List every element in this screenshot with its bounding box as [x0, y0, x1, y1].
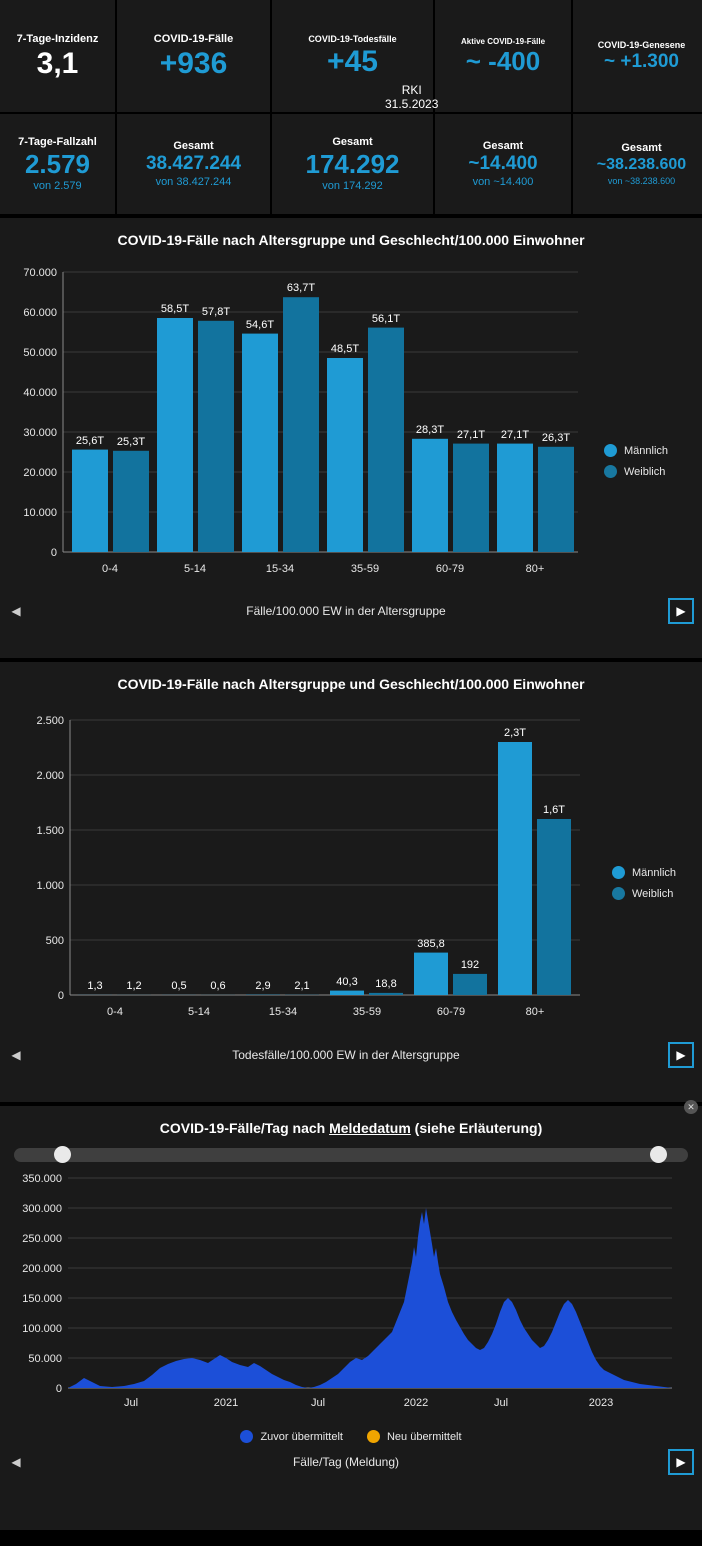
title-link-meldedatum[interactable]: Meldedatum [329, 1120, 411, 1136]
stat-value: ~ +1.300 [603, 51, 680, 73]
svg-text:2,1: 2,1 [294, 980, 310, 992]
legend-dot-icon [612, 887, 625, 900]
legend-item-neu-uebermittelt[interactable] [367, 1430, 462, 1443]
source-label: RKI [401, 83, 422, 97]
slider-handle-left[interactable] [54, 1146, 71, 1163]
y-tick-labels [22, 1173, 62, 1395]
svg-text:15-34: 15-34 [268, 1006, 298, 1018]
panel-title: COVID-19-Fälle nach Altersgruppe und Geschlecht/100.000 Einwohner [117, 676, 585, 692]
stat-label: Gesamt [332, 136, 373, 149]
bar-chart-deaths [0, 698, 702, 1038]
stat-value: 2.579 [24, 148, 91, 179]
svg-text:25,6T: 25,6T [75, 435, 105, 447]
svg-text:100.000: 100.000 [22, 1323, 62, 1335]
legend-dot-icon [367, 1430, 380, 1443]
svg-text:200.000: 200.000 [22, 1263, 62, 1275]
svg-text:0: 0 [57, 990, 64, 1002]
stat-value: ~14.400 [468, 153, 538, 175]
next-button[interactable]: ▶ [668, 598, 694, 624]
stat-card-gesamt-genesene[interactable] [573, 114, 702, 214]
stat-card-genesene[interactable] [573, 0, 702, 112]
stat-label: Gesamt [482, 139, 524, 152]
stat-value: 3,1 [36, 46, 79, 80]
stat-label: Aktive COVID-19-Fälle [460, 36, 546, 46]
svg-text:Jul: Jul [123, 1397, 139, 1409]
legend-dot-icon [604, 444, 617, 457]
stat-sub: von ~38.238.600 [607, 175, 676, 186]
svg-text:60-79: 60-79 [436, 1006, 466, 1018]
legend-item-weiblich[interactable] [612, 887, 676, 900]
panel-footer [0, 594, 702, 632]
svg-text:2.500: 2.500 [36, 715, 64, 727]
stat-card-inzidenz[interactable] [0, 0, 115, 112]
bars [72, 297, 574, 552]
stat-value: ~ -400 [465, 45, 541, 76]
svg-text:27,1T: 27,1T [500, 429, 530, 441]
svg-text:1.000: 1.000 [36, 880, 64, 892]
svg-text:40,3: 40,3 [336, 976, 358, 988]
svg-text:2023: 2023 [588, 1397, 614, 1409]
svg-text:56,1T: 56,1T [371, 313, 401, 325]
svg-text:2,9: 2,9 [255, 980, 271, 992]
y-tick-labels [23, 267, 57, 559]
next-button[interactable]: ▶ [668, 1449, 694, 1475]
svg-text:350.000: 350.000 [22, 1173, 62, 1185]
axis-caption: Todesfälle/100.000 EW in der Altersgruppe [232, 1048, 460, 1062]
source-overlay [385, 83, 438, 112]
prev-arrow-icon[interactable]: ◀ [11, 1455, 21, 1469]
svg-text:27,1T: 27,1T [456, 429, 486, 441]
svg-text:1,3: 1,3 [87, 980, 103, 992]
svg-text:10.000: 10.000 [23, 507, 57, 519]
stat-label: Gesamt [173, 139, 214, 152]
svg-text:0-4: 0-4 [102, 563, 118, 575]
svg-text:80+: 80+ [525, 563, 545, 575]
svg-text:48,5T: 48,5T [330, 343, 360, 355]
area-chart-cases-per-day [0, 1162, 702, 1422]
legend-label: Zuvor übermittelt [260, 1430, 343, 1443]
x-tick-labels [102, 563, 544, 575]
chart-deaths-by-age [0, 698, 702, 1038]
svg-text:20.000: 20.000 [23, 467, 57, 479]
panel-deaths-by-age [0, 662, 702, 1102]
bar-chart-cases [0, 254, 702, 594]
svg-text:0: 0 [50, 547, 57, 559]
svg-text:54,6T: 54,6T [245, 319, 275, 331]
axis-caption: Fälle/Tag (Meldung) [292, 1455, 400, 1469]
panel-footer [0, 1038, 702, 1076]
legend-dot-icon [240, 1430, 253, 1443]
bar-value-labels [87, 727, 565, 992]
svg-text:Jul: Jul [493, 1397, 509, 1409]
legend-label: Neu übermittelt [386, 1430, 462, 1443]
stat-card-7tage-fallzahl[interactable] [0, 114, 115, 214]
svg-text:0: 0 [55, 1383, 62, 1395]
stat-value: 38.427.244 [145, 153, 242, 175]
panel-title [0, 1106, 702, 1142]
legend-label: Weiblich [624, 465, 666, 478]
stat-sub: von 2.579 [33, 179, 82, 192]
legend-item-maennlich[interactable] [604, 444, 668, 457]
svg-text:28,3T: 28,3T [415, 424, 445, 436]
svg-text:26,3T: 26,3T [541, 432, 571, 444]
svg-text:5-14: 5-14 [187, 1006, 211, 1018]
svg-text:25,3T: 25,3T [116, 436, 146, 448]
legend-item-maennlich[interactable] [612, 866, 676, 879]
svg-text:57,8T: 57,8T [201, 306, 231, 318]
svg-text:0-4: 0-4 [107, 1006, 123, 1018]
chart-legend [612, 866, 676, 900]
close-icon[interactable]: ✕ [684, 1100, 698, 1114]
legend-dot-icon [604, 465, 617, 478]
stat-card-gesamt-aktive[interactable] [435, 114, 571, 214]
stat-label: 7-Tage-Fallzahl [18, 136, 97, 149]
title-part-b: (siehe Erläuterung) [410, 1120, 543, 1136]
bar-value-labels [76, 282, 570, 448]
svg-text:30.000: 30.000 [23, 427, 57, 439]
svg-text:35-59: 35-59 [352, 1006, 382, 1018]
stat-card-faelle[interactable] [117, 0, 270, 112]
legend-item-zuvor-uebermittelt[interactable] [240, 1430, 343, 1443]
svg-text:60-79: 60-79 [435, 563, 465, 575]
bars [78, 742, 571, 995]
x-tick-labels [124, 1397, 613, 1409]
stat-sub: von ~14.400 [472, 176, 534, 189]
chart-legend [0, 1422, 702, 1445]
stat-label: COVID-19-Fälle [153, 32, 234, 45]
time-range-slider[interactable] [14, 1148, 688, 1162]
svg-text:150.000: 150.000 [22, 1293, 62, 1305]
stat-card-gesamt-faelle[interactable] [117, 114, 270, 214]
stat-value: 174.292 [305, 148, 400, 179]
svg-text:300.000: 300.000 [22, 1203, 62, 1215]
stat-value: ~38.238.600 [596, 155, 687, 173]
svg-text:50.000: 50.000 [28, 1353, 62, 1365]
stat-cards-top [0, 0, 702, 214]
svg-text:1,6T: 1,6T [542, 804, 566, 816]
chart-cases-by-age [0, 254, 702, 594]
stat-card-gesamt-todesfaelle[interactable] [272, 114, 433, 214]
svg-text:50.000: 50.000 [23, 347, 57, 359]
panel-cases-per-day [0, 1102, 702, 1530]
stat-label: COVID-19-Todesfälle [308, 34, 397, 45]
panel-footer [0, 1445, 702, 1483]
legend-label: Weiblich [632, 887, 674, 900]
svg-text:1,2: 1,2 [126, 980, 142, 992]
svg-text:70.000: 70.000 [23, 267, 57, 279]
svg-text:40.000: 40.000 [23, 387, 57, 399]
stat-label: Gesamt [621, 142, 662, 155]
title-part-a: COVID-19-Fälle/Tag nach [159, 1120, 330, 1136]
stat-card-aktive[interactable] [435, 0, 571, 112]
stat-value: +45 [327, 45, 378, 79]
stat-value: +936 [159, 46, 228, 80]
svg-text:2,3T: 2,3T [503, 727, 527, 739]
prev-arrow-icon[interactable]: ◀ [11, 604, 21, 618]
svg-text:15-34: 15-34 [265, 563, 295, 575]
prev-arrow-icon[interactable]: ◀ [11, 1048, 21, 1062]
chart-cases-per-day [0, 1162, 702, 1422]
svg-text:250.000: 250.000 [22, 1233, 62, 1245]
stat-sub: von 174.292 [322, 179, 383, 192]
source-date: 31.5.2023 [385, 97, 439, 112]
chart-legend [604, 444, 668, 478]
svg-text:18,8: 18,8 [375, 978, 397, 990]
svg-text:2.000: 2.000 [36, 770, 64, 782]
svg-text:58,5T: 58,5T [160, 303, 190, 315]
svg-text:60.000: 60.000 [23, 307, 57, 319]
next-button[interactable]: ▶ [668, 1042, 694, 1068]
stat-sub: von 38.427.244 [155, 176, 232, 189]
svg-text:5-14: 5-14 [183, 563, 207, 575]
legend-label: Männlich [632, 866, 677, 879]
axis-caption: Fälle/100.000 EW in der Altersgruppe [246, 604, 446, 618]
svg-text:35-59: 35-59 [350, 563, 380, 575]
svg-text:2021: 2021 [213, 1397, 239, 1409]
svg-text:80+: 80+ [525, 1006, 545, 1018]
svg-text:385,8: 385,8 [417, 938, 445, 950]
svg-text:1.500: 1.500 [36, 825, 64, 837]
legend-label: Männlich [624, 444, 669, 457]
legend-dot-icon [612, 866, 625, 879]
svg-text:0,6: 0,6 [210, 980, 226, 992]
svg-text:500: 500 [45, 935, 64, 947]
stat-label: COVID-19-Genesene [597, 39, 686, 50]
stat-label: 7-Tage-Inzidenz [16, 32, 99, 45]
svg-text:2022: 2022 [403, 1397, 429, 1409]
svg-text:Jul: Jul [310, 1397, 326, 1409]
panel-cases-by-age [0, 218, 702, 658]
svg-text:63,7T: 63,7T [286, 282, 316, 294]
svg-text:0,5: 0,5 [171, 980, 187, 992]
slider-handle-right[interactable] [650, 1146, 667, 1163]
y-tick-labels [36, 715, 64, 1002]
svg-text:192: 192 [460, 959, 480, 971]
legend-item-weiblich[interactable] [604, 465, 668, 478]
x-tick-labels [107, 1006, 544, 1018]
panel-title: COVID-19-Fälle nach Altersgruppe und Geschlecht/100.000 Einwohner [117, 232, 585, 248]
